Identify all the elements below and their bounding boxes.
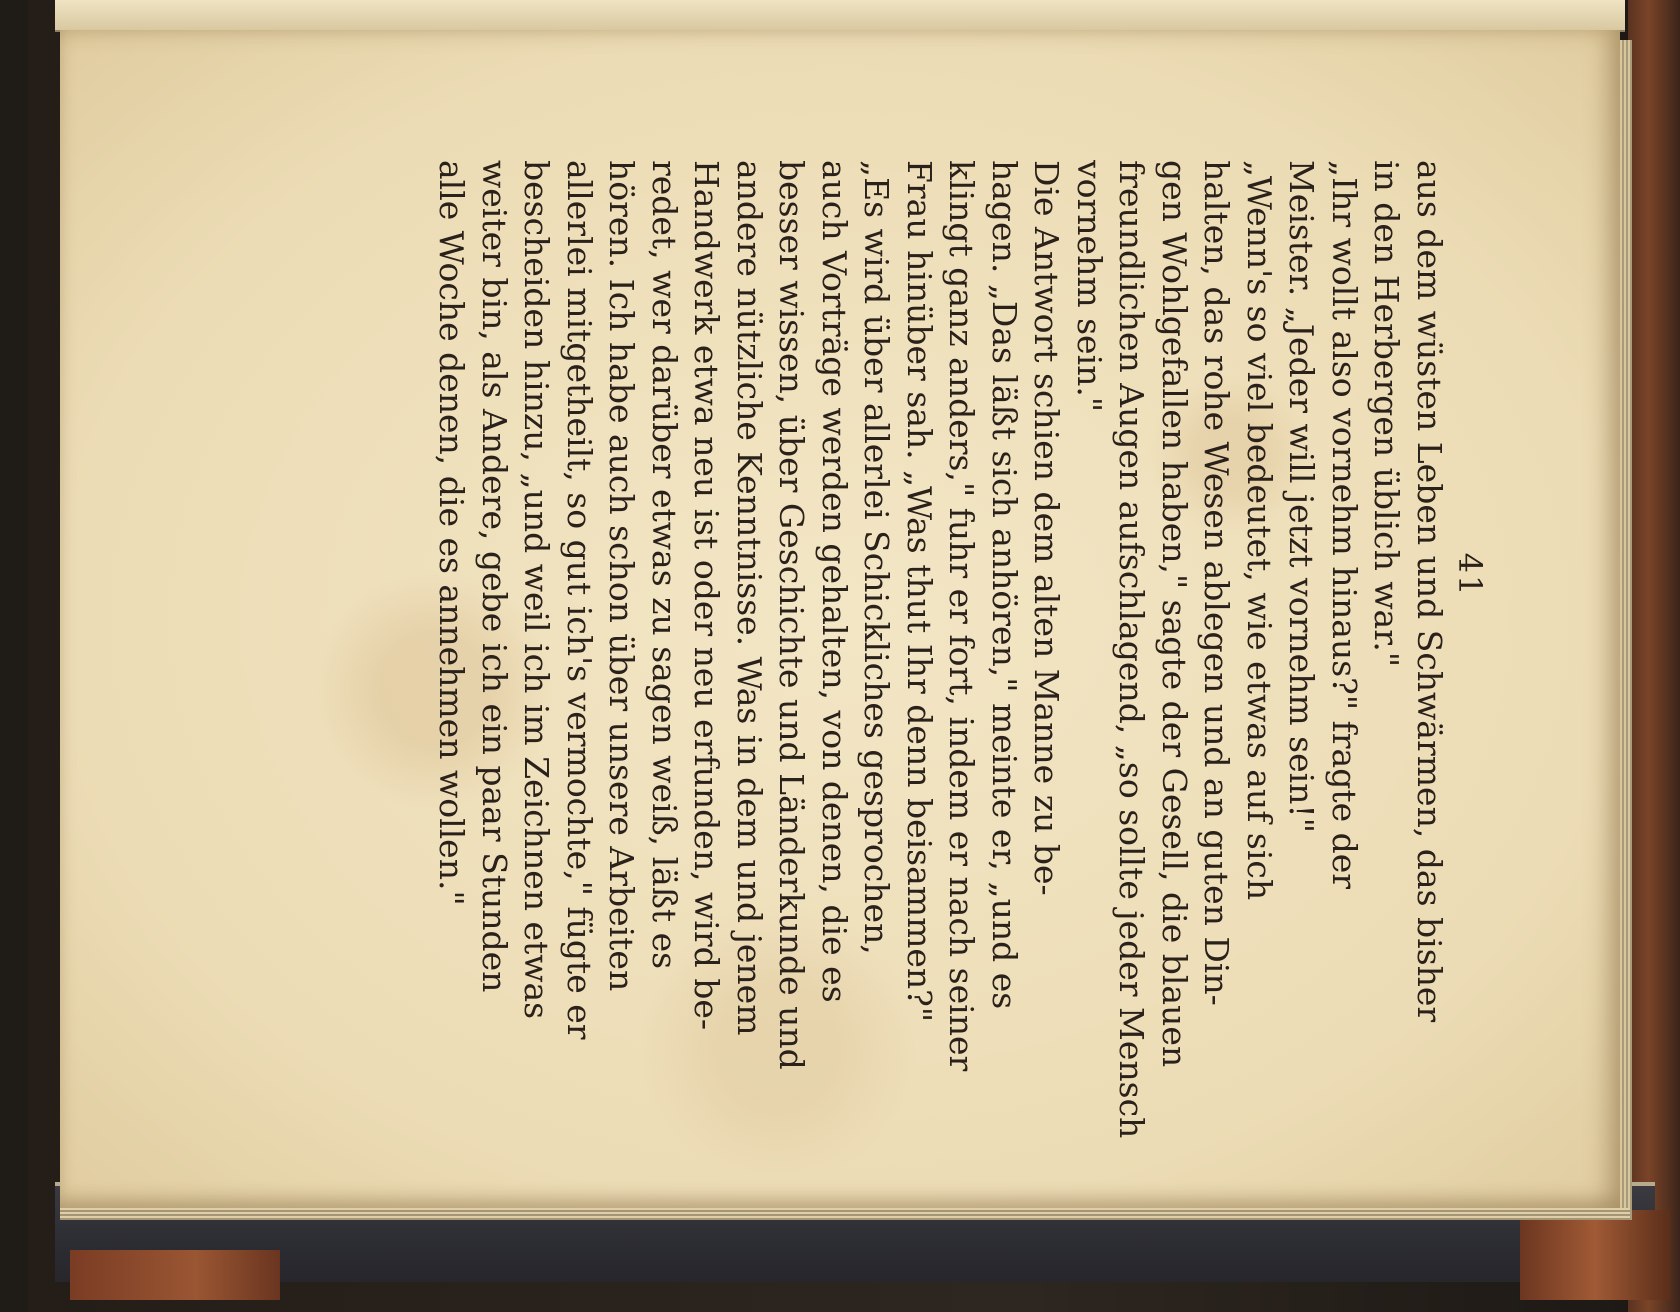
text-line: redet, wer darüber etwas zu sagen weiß, läßt es (645, 160, 684, 970)
text-line: Frau hinüber sah. „Was thut Ihr denn beisammen?" (900, 160, 939, 1023)
text-line: freundlichen Augen aufschlagend, „so sollte jeder Mensch (1112, 160, 1152, 1139)
page-text (430, 160, 1450, 1312)
previous-page-edge (55, 0, 1625, 32)
text-line: Handwerk etwa neu ist oder neu erfunden, wird be- (687, 160, 727, 1031)
text-line: bescheiden hinzu, „und weil ich im Zeichnen etwas (517, 160, 557, 1020)
text-line: besser wissen, über Geschichte und Länderkunde und (772, 160, 812, 1070)
text-line: auch Vorträge werden gehalten, von denen, die es (815, 160, 854, 1003)
text-line: aus dem wüsten Leben und Schwärmen, das bisher (1410, 160, 1449, 1023)
text-line: hagen. „Das läßt sich anhören," meinte er, „und es (985, 160, 1024, 1010)
text-line: hören. Ich habe auch schon über unsere Arbeiten (602, 160, 642, 992)
book-spine (1628, 0, 1680, 1312)
text-line: klingt ganz anders," fuhr er fort, indem er nach seiner (942, 160, 982, 1072)
text-line: gen Wohlgefallen haben," sagte der Gesell, die blauen (1155, 160, 1194, 1068)
page-number: 41 (1451, 552, 1489, 598)
text-line: andere nützliche Kenntnisse. Was in dem und jenem (730, 160, 769, 1036)
text-line: „Ihr wollt also vornehm hinaus?" fragte der (1325, 160, 1364, 890)
leather-corner-right (1520, 1210, 1670, 1300)
text-line: „Es wird über allerlei Schickliches gesprochen, (857, 160, 897, 955)
book-page (60, 30, 1620, 1208)
text-line: allerlei mitgetheilt, so gut ich's vermochte," fügte er (560, 160, 599, 1040)
text-line: vornehm sein." (1070, 160, 1109, 413)
text-line: halten, das rohe Wesen ablegen und an guten Din- (1197, 160, 1237, 1006)
text-line: Meister. „Jeder will jetzt vornehm sein!" (1282, 160, 1322, 833)
text-line: „Wenn's so viel bedeutet, wie etwas auf sich (1240, 160, 1279, 901)
text-line: weiter bin, als Andere, gebe ich ein paar Stunden (475, 160, 514, 993)
text-line: in den Herbergen üblich war." (1367, 160, 1407, 668)
text-line: Die Antwort schien dem alten Manne zu be- (1027, 160, 1067, 896)
leather-corner-left (70, 1250, 280, 1300)
text-line: alle Woche denen, die es annehmen wollen." (432, 160, 472, 906)
